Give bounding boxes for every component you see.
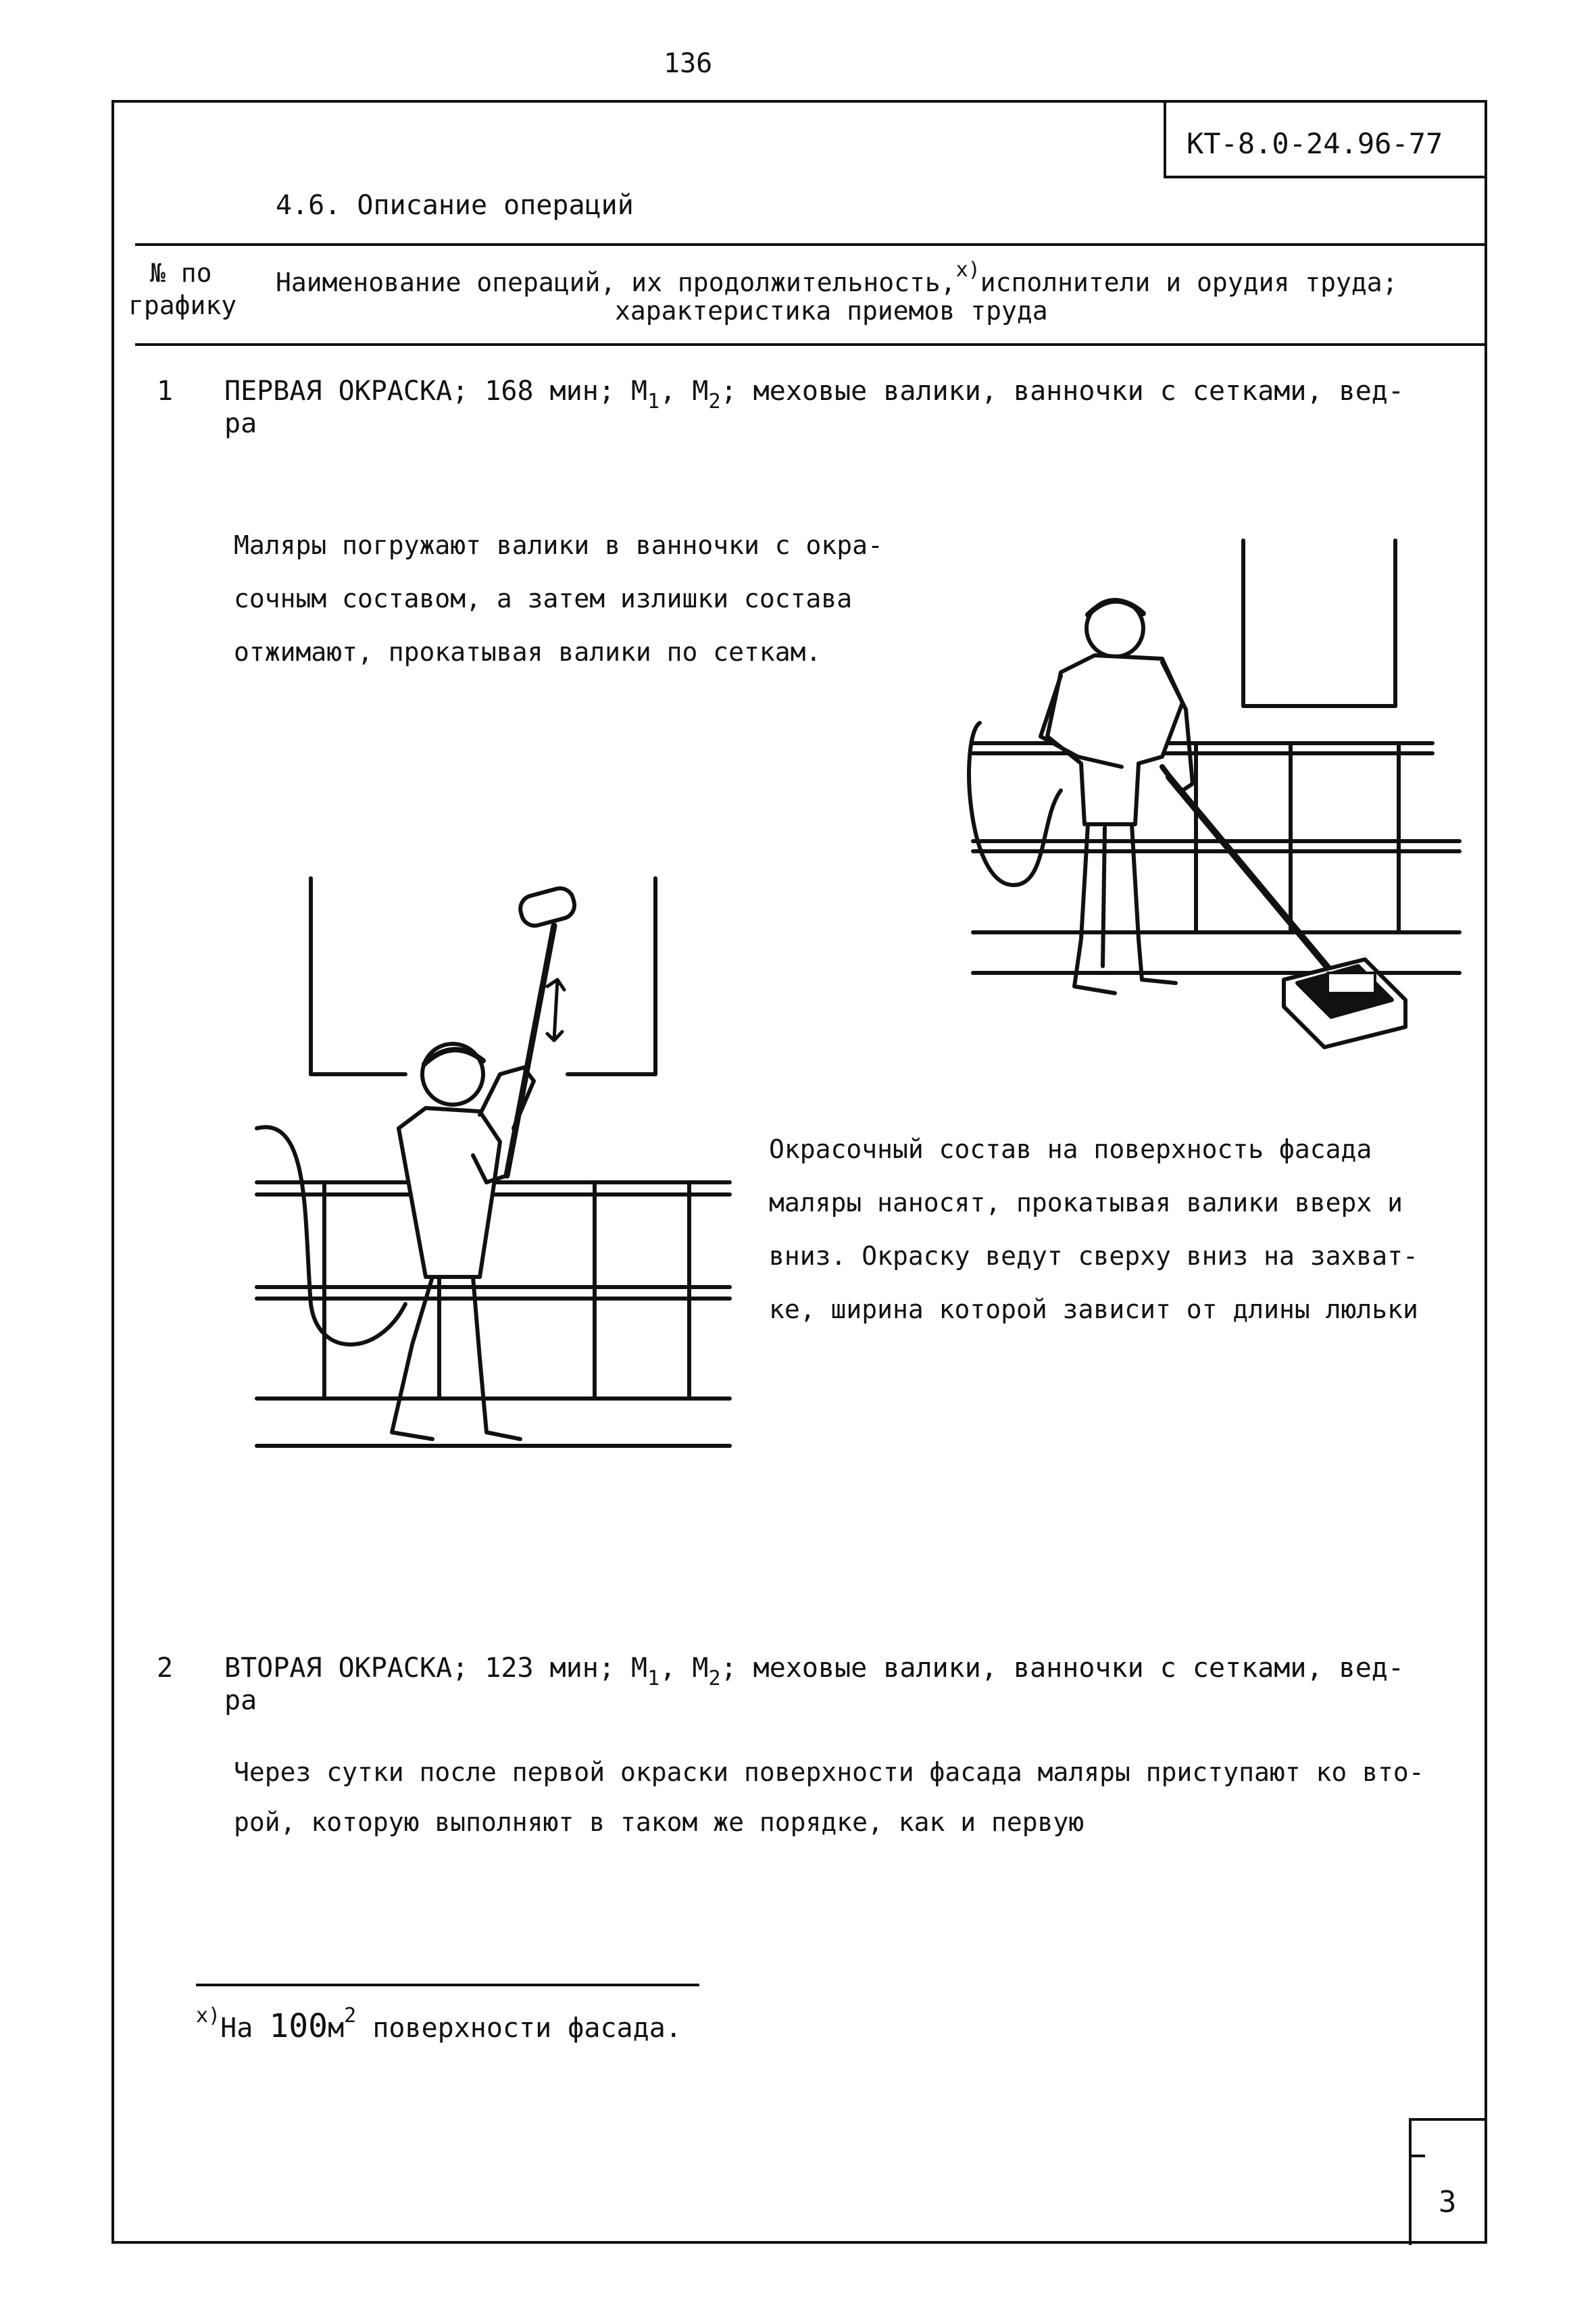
op2-p-line2: рой, которую выполняют в таком же порядке, как и первую (234, 1807, 1084, 1837)
op1-sub1: 1 (647, 390, 660, 413)
footnote (196, 2004, 682, 2046)
op2-sub2: 2 (708, 1667, 721, 1690)
op1-paragraph-roll (769, 1123, 1418, 1336)
header-col2-line1 (276, 258, 1397, 299)
doc-code: КТ-8.0-24.96-77 (1187, 127, 1443, 160)
op2-title (224, 1653, 1404, 1690)
header-top-rule (135, 243, 1485, 246)
footnote-text-b: поверхности фасада. (356, 2013, 682, 2044)
frame-right-line (1485, 100, 1487, 2244)
footnote-unit: м (328, 2013, 345, 2044)
op2-sub1: 1 (647, 1667, 660, 1690)
op1-title-wrap: ра (224, 408, 257, 439)
header-col2-line2: характеристика приемов труда (615, 296, 1048, 326)
op2-p-line1: Через сутки после первой окраски поверхности фасада маляры приступают ко вто- (234, 1757, 1424, 1787)
footnote-number: 100 (269, 2007, 328, 2045)
sheet-number-box (1409, 2118, 1487, 2245)
op1-p1-line2: сочным составом, а затем излишки состава (234, 584, 853, 613)
op1-p1-line3: отжимают, прокатывая валики по сеткам. (234, 637, 822, 667)
op1-title-a: ПЕРВАЯ ОКРАСКА; 168 мин; М (224, 376, 648, 407)
op1-title (224, 376, 1404, 413)
op2-paragraph (234, 1747, 1424, 1847)
header-bottom-rule (135, 343, 1485, 346)
header-col1-line2: графику (128, 291, 237, 320)
header-col2-text-b: исполнители и орудия труда; (980, 268, 1398, 297)
op2-title-b: , М (659, 1653, 709, 1684)
op2-title-c: ; меховые валики, ванночки с сетками, вед- (720, 1653, 1404, 1684)
op1-p2-line2: маляры наносят, прокатывая валики вверх и (769, 1188, 1403, 1217)
op2-number: 2 (157, 1653, 174, 1684)
footnote-rule (196, 1984, 699, 1986)
op1-p2-line4: ке, ширина которой зависит от длины люльки (769, 1294, 1418, 1324)
op1-p2-line3: вниз. Окраску ведут сверху вниз на захват- (769, 1241, 1418, 1271)
op1-paragraph-dip (234, 519, 883, 679)
sheet-number: 3 (1439, 2185, 1457, 2219)
op1-sub2: 2 (708, 390, 721, 413)
op1-title-b: , М (659, 376, 709, 407)
header-col1-line1: № по (150, 258, 212, 288)
op1-p2-line1: Окрасочный состав на поверхность фасада (769, 1134, 1372, 1164)
sheet-box-divider (1412, 2155, 1425, 2157)
doc-code-stamp (1164, 101, 1487, 178)
section-title: 4.6. Описание операций (276, 190, 634, 221)
page-number: 136 (664, 48, 713, 79)
footnote-mark: x) (196, 2004, 221, 2028)
op1-number: 1 (157, 376, 174, 407)
painter-dipping-roller-illustration (959, 534, 1487, 1061)
footnote-unit-sup: 2 (344, 2004, 357, 2028)
op2-title-a: ВТОРАЯ ОКРАСКА; 123 мин; М (224, 1653, 648, 1684)
footnote-text-a: На (220, 2013, 270, 2044)
frame-left-line (111, 100, 114, 2244)
painter-rolling-facade-illustration (257, 872, 757, 1493)
header-col2-text-a: Наименование операций, их продолжительность, (276, 268, 956, 297)
header-footnote-mark: x) (955, 258, 980, 282)
frame-bottom-line (111, 2241, 1487, 2244)
op1-title-c: ; меховые валики, ванночки с сетками, вед- (720, 376, 1404, 407)
op2-title-wrap: ра (224, 1685, 257, 1716)
op1-p1-line1: Маляры погружают валики в ванночки с окра- (234, 530, 883, 560)
